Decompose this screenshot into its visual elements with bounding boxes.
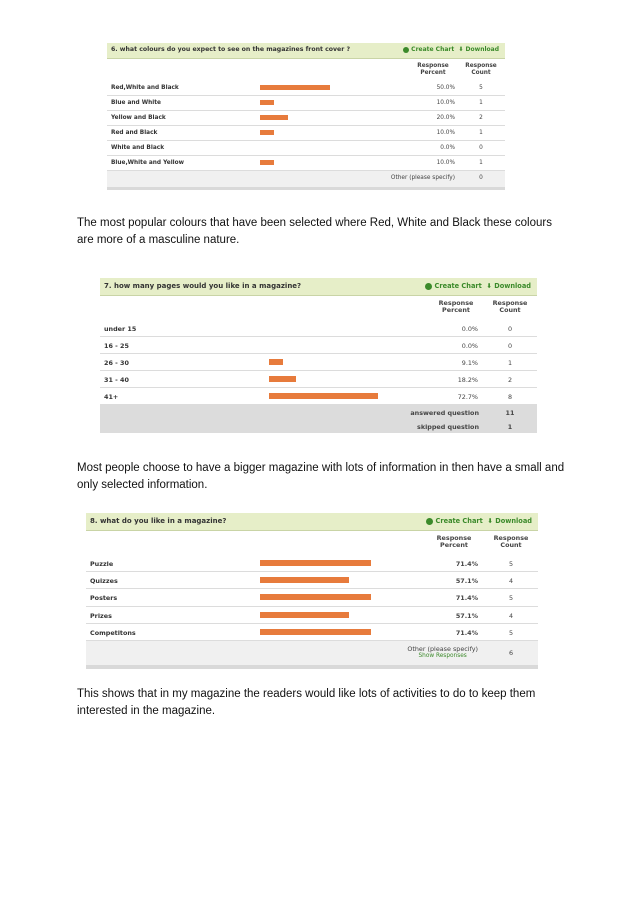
response-count: 1 — [479, 100, 483, 106]
answer-label: Competitons — [90, 628, 136, 637]
survey-panel-q7 — [100, 278, 537, 433]
table-row — [100, 354, 537, 371]
answer-label: 41+ — [104, 393, 119, 401]
response-percent: 10.0% — [436, 130, 455, 136]
answer-label: Quizzes — [90, 577, 118, 586]
response-bar — [260, 100, 274, 105]
response-count: 4 — [508, 577, 514, 586]
answer-label: Prizes — [90, 611, 112, 620]
response-percent: 57.1% — [455, 577, 478, 586]
question-title: 7. how many pages would you like in a magazine? — [104, 282, 302, 290]
response-count: 1 — [479, 160, 483, 166]
create-chart-link[interactable]: Create Chart — [426, 517, 483, 525]
response-percent-header: Response Percent — [438, 299, 474, 315]
response-bar — [269, 376, 296, 382]
response-count: 4 — [508, 611, 514, 620]
pie-chart-icon — [426, 518, 433, 525]
answer-label: 31 - 40 — [104, 376, 129, 384]
response-bar — [269, 359, 283, 365]
answer-label: Puzzle — [90, 560, 114, 568]
panel-bottom-edge — [86, 665, 538, 669]
survey-panel-q8 — [86, 513, 538, 669]
response-percent: 10.0% — [436, 160, 455, 166]
table-row — [100, 337, 537, 354]
response-count-header: Response Count — [493, 534, 529, 550]
answered-question-label: answered question — [410, 409, 479, 417]
response-bar — [260, 115, 288, 120]
table-row — [100, 371, 537, 388]
response-percent-header: Response Percent — [436, 534, 472, 550]
table-row — [107, 111, 505, 126]
paragraph-pages: Most people choose to have a bigger magazine with lots of information in then have a small and only selected information. — [77, 462, 565, 491]
answer-label: under 15 — [104, 325, 137, 333]
other-specify-label: Other (please specify) — [390, 175, 455, 181]
response-percent: 0.0% — [440, 145, 455, 151]
summary-section — [100, 404, 537, 433]
pie-chart-icon — [425, 283, 432, 290]
answer-label: White and Black — [111, 145, 165, 151]
response-count: 2 — [507, 376, 513, 384]
response-percent: 10.0% — [436, 100, 455, 106]
answer-label: Blue,White and Yellow — [111, 160, 185, 166]
response-percent: 18.2% — [457, 376, 478, 384]
table-row — [86, 572, 538, 589]
answer-label: Red and Black — [111, 130, 158, 136]
response-bar — [260, 577, 349, 583]
download-arrow-icon: ⬇ — [458, 46, 464, 53]
other-count: 6 — [508, 649, 514, 657]
table-row — [86, 624, 538, 641]
response-bar — [260, 160, 274, 165]
survey-panel-q6 — [107, 43, 505, 190]
response-count-header: Response Count — [465, 63, 497, 76]
response-bar — [260, 85, 330, 90]
response-bar — [260, 629, 371, 635]
response-percent-header: Response Percent — [417, 63, 449, 76]
table-row — [100, 388, 537, 405]
paragraph-colours: The most popular colours that have been selected where Red, White and Black these colours are more of a masculine nature. — [77, 217, 552, 246]
response-count: 0 — [479, 145, 483, 151]
response-percent: 20.0% — [436, 115, 455, 121]
panel-bottom-edge — [107, 187, 505, 190]
show-responses-link[interactable]: Show Responses — [418, 653, 467, 659]
pie-chart-icon — [403, 47, 409, 53]
response-percent: 71.4% — [455, 594, 478, 603]
answer-label: Blue and White — [111, 100, 161, 106]
table-row — [100, 320, 537, 337]
response-percent: 71.4% — [455, 628, 478, 637]
response-percent: 0.0% — [461, 342, 478, 350]
table-row — [107, 126, 505, 141]
response-percent: 71.4% — [455, 560, 478, 568]
answer-label: Yellow and Black — [111, 115, 166, 121]
download-arrow-icon: ⬇ — [486, 282, 492, 290]
table-row — [86, 607, 538, 624]
answered-question-count: 11 — [505, 409, 515, 417]
response-bar — [260, 130, 274, 135]
table-row — [86, 589, 538, 606]
response-count: 0 — [507, 325, 513, 333]
other-specify-row — [86, 641, 538, 665]
response-bar — [269, 393, 378, 399]
response-bar — [260, 594, 371, 600]
create-chart-link[interactable]: Create Chart — [425, 282, 482, 290]
response-count: 5 — [479, 85, 483, 91]
response-count: 8 — [507, 393, 513, 401]
response-percent: 0.0% — [461, 325, 478, 333]
download-link[interactable]: ⬇ Download — [486, 282, 531, 290]
download-link[interactable]: ⬇ Download — [458, 46, 499, 53]
answer-label: Posters — [90, 594, 118, 603]
question-title: 8. what do you like in a magazine? — [90, 517, 227, 525]
answer-label: Red,White and Black — [111, 85, 179, 91]
response-count: 5 — [508, 628, 514, 637]
create-chart-link[interactable]: Create Chart — [403, 46, 454, 53]
question-title: 6. what colours do you expect to see on the magazines front cover ? — [111, 46, 351, 53]
answer-label: 16 - 25 — [104, 342, 129, 350]
response-count-header: Response Count — [492, 299, 528, 315]
response-percent: 50.0% — [436, 85, 455, 91]
response-count: 5 — [508, 594, 514, 603]
panel-header — [100, 278, 537, 296]
panel-header — [86, 513, 538, 531]
answer-label: 26 - 30 — [104, 359, 129, 367]
paragraph-likes: This shows that in my magazine the readers would like lots of activities to do to keep them interested in the magazine. — [77, 688, 536, 717]
download-arrow-icon: ⬇ — [487, 517, 493, 525]
table-row — [86, 555, 538, 572]
other-specify-label: Other (please specify) Show Responses — [407, 645, 478, 659]
table-row — [107, 96, 505, 111]
skipped-question-label: skipped question — [417, 423, 479, 431]
table-row — [107, 141, 505, 156]
response-count: 1 — [479, 130, 483, 136]
other-count: 0 — [479, 175, 483, 181]
response-count: 5 — [508, 560, 514, 568]
response-count: 2 — [479, 115, 483, 121]
response-count: 0 — [507, 342, 513, 350]
response-percent: 9.1% — [461, 359, 478, 367]
download-link[interactable]: ⬇ Download — [487, 517, 532, 525]
response-bar — [260, 612, 349, 618]
table-row — [107, 156, 505, 171]
response-percent: 57.1% — [455, 611, 478, 620]
panel-header — [107, 43, 505, 59]
response-bar — [260, 560, 371, 566]
table-row — [107, 81, 505, 96]
other-specify-row — [107, 171, 505, 187]
skipped-question-count: 1 — [507, 423, 513, 431]
response-percent: 72.7% — [457, 393, 478, 401]
response-count: 1 — [507, 359, 513, 367]
